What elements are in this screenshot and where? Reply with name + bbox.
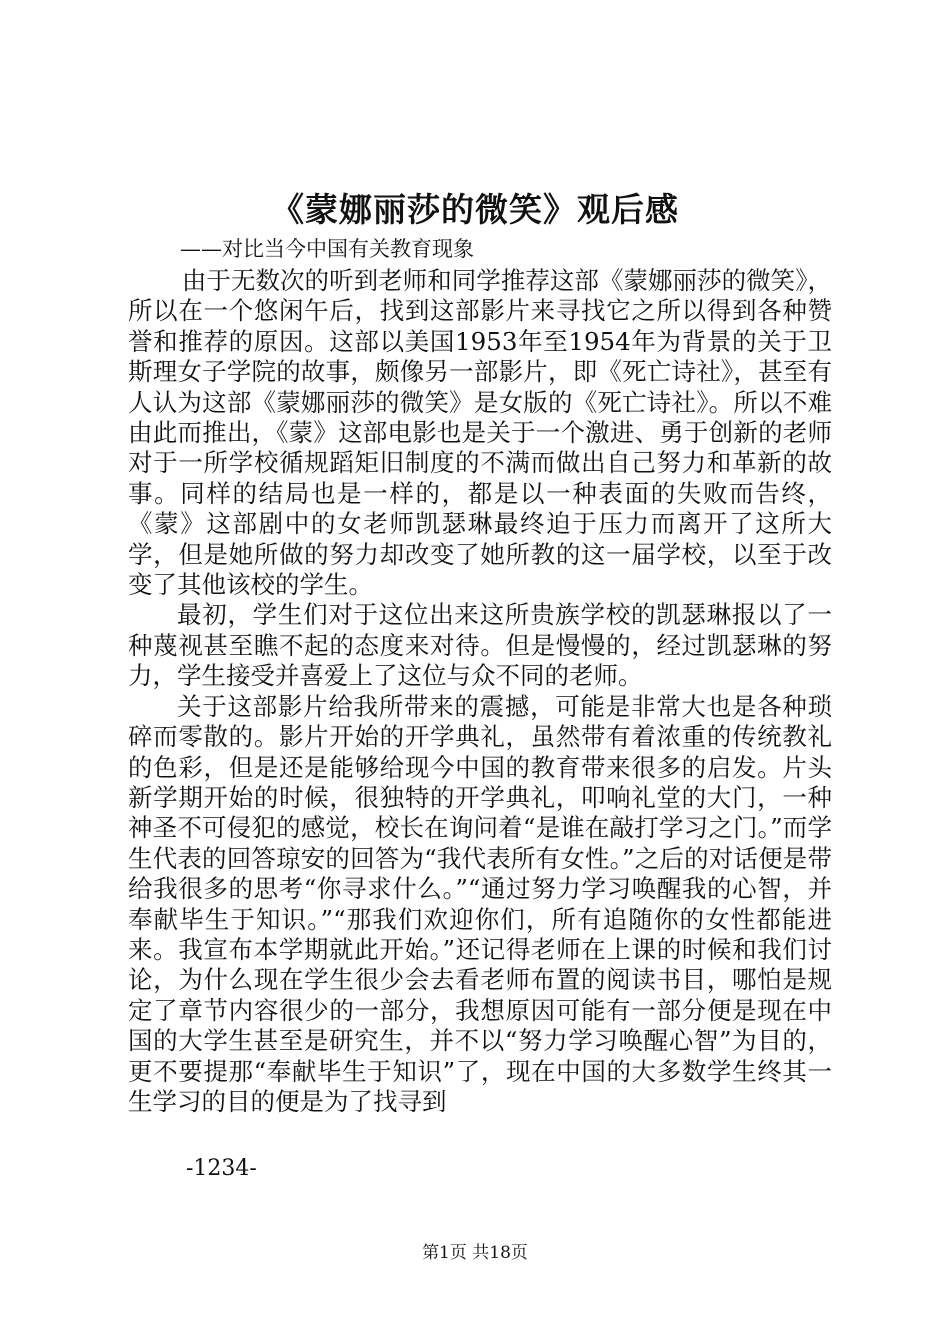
paragraph: 关于这部影片给我所带来的震撼，可能是非常大也是各种琐碎而零散的。影片开始的开学典礼，虽然带有着浓重的传统教礼的色彩，但是还是能够给现今中国的教育带来很多的启发。片头新学期开始的时候，很独特的开学典礼，叩响礼堂的大门，一种神圣不可侵犯的感觉，校长在询问着“是谁在敲打学习之门。”而学生代表的回答琼安的回答为“我代表所有女性。”之后的对话便是带给我很多的思考“你寻求什么。”“通过努力学习唤醒我的心智，并奉献毕生于知识。”“那我们欢迎你们，所有追随你的女性都能进来。我宣布本学期就此开始。”还记得老师在上课的时候和我们讨论，为什么现在学生很少会去看老师布置的阅读书目，哪怕是规定了章节内容很少的一部分，我想原因可能有一部分便是现在中国的大学生甚至是研究生，并不以“努力学习唤醒心智”为目的，更不要提那“奉献毕生于知识”了，现在中国的大多数学生终其一生学习的目的便是为了找寻到 [128,691,832,1116]
document-title: 《蒙娜丽莎的微笑》观后感 [271,190,679,229]
document-body [128,266,832,1117]
page-marker: -1234- [186,1156,257,1181]
document-subtitle: ——对比当今中国有关教育现象 [180,237,474,261]
paragraph: 最初，学生们对于这位出来这所贵族学校的凯瑟琳报以了一种蔑视甚至瞧不起的态度来对待。但是慢慢的，经过凯瑟琳的努力，学生接受并喜爱上了这位与众不同的老师。 [128,600,832,691]
paragraph: 由于无数次的听到老师和同学推荐这部《蒙娜丽莎的微笑》，所以在一个悠闲午后，找到这部影片来寻找它之所以得到各种赞誉和推荐的原因。这部以美国1953年至1954年为背景的关于卫斯理女子学院的故事，颇像另一部影片，即《死亡诗社》，甚至有人认为这部《蒙娜丽莎的微笑》是女版的《死亡诗社》。所以不难由此而推出，《蒙》这部电影也是关于一个激进、勇于创新的老师对于一所学校循规蹈矩旧制度的不满而做出自己努力和革新的故事。同样的结局也是一样的，都是以一种表面的失败而告终，《蒙》这部剧中的女老师凯瑟琳最终迫于压力而离开了这所大学，但是她所做的努力却改变了她所教的这一届学校，以至于改变了其他该校的学生。 [128,266,832,600]
page-footer: 第1页 共18页 [422,1243,528,1263]
